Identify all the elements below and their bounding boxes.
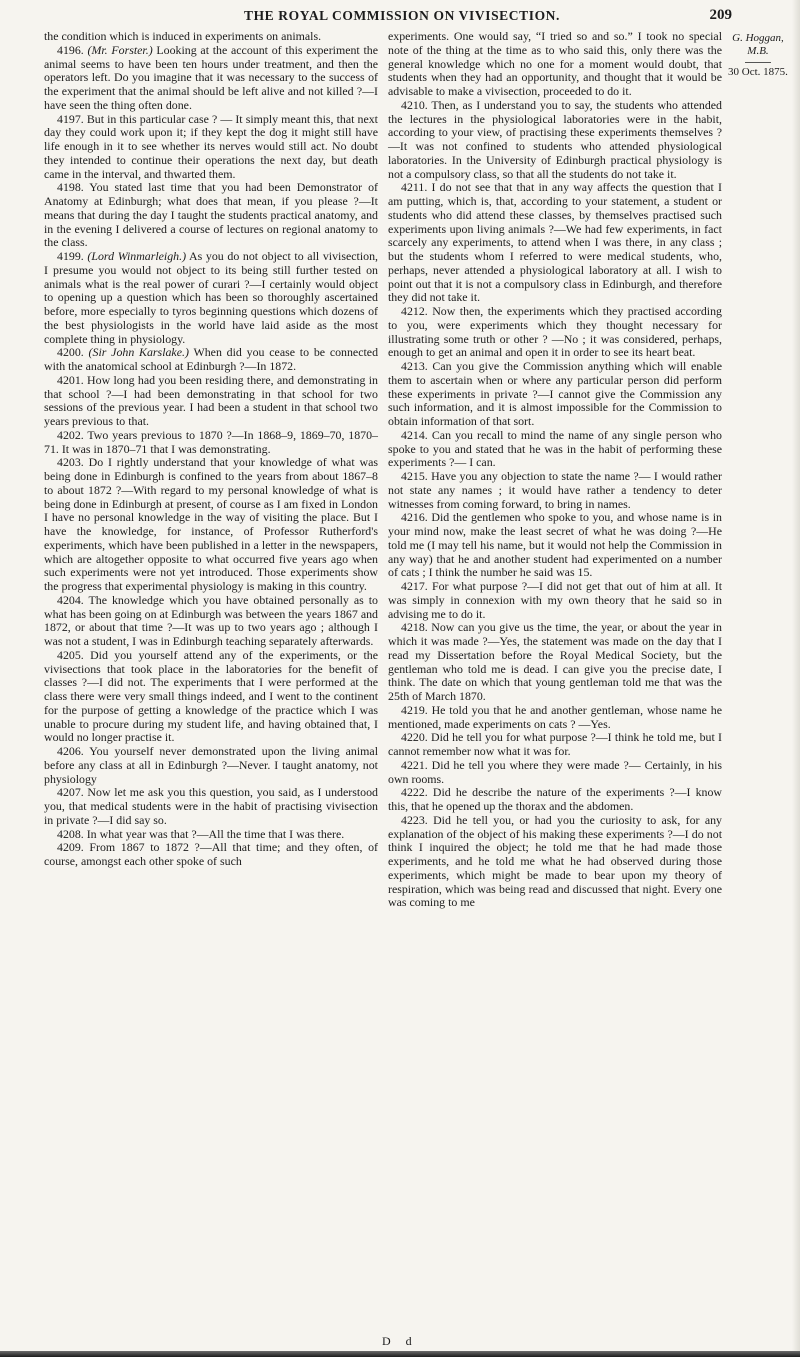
paragraph: 4222. Did he describe the nature of the experiments ?—I know this, that he opened up the thorax and the abdomen. — [388, 785, 722, 813]
paragraph: 4223. Did he tell you, or had you the curiosity to ask, for any explanation of the object of his making these experiments ?—I do not think I inquired the object; he told me that he had made those experiments, and he told me what he had observed during those experiments, which might be made to bear upon my theory of respiration, which was being read and discussed that night. Every one was coming to me — [388, 812, 722, 910]
signature-mark: D d — [382, 1334, 418, 1348]
paragraph: 4221. Did he tell you where they were made ?— Certainly, in his own rooms. — [388, 757, 722, 786]
paragraph: 4209. From 1867 to 1872 ?—All that time; and they often, of course, amongst each other spoke of such — [44, 840, 378, 868]
paragraph: 4220. Did he tell you for what purpose ?—I think he told me, but I cannot remember now what it was for. — [388, 730, 722, 758]
paragraph: 4199. (Lord Winmarleigh.) As you do not object to all vivisection, I presume you would not object to its being still further tested on animals what is the real power of curari ?—I certainly would object to opening up a question which has been so thoroughly ascertained before, more especially to tyros beginning questions which dozens of the best physiologists in the world have laid aside as the most complete thing in physiology. — [44, 249, 378, 346]
margin-divider — [745, 62, 771, 63]
margin-note — [728, 32, 788, 79]
paragraph: 4212. Now then, the experiments which they practised according to you, were experiments which they thought necessary for illustrating some truth or other ? —No ; it was considered, perhaps, enough to get an animal and open it in order to see its heart beat. — [388, 304, 722, 360]
paragraph: 4207. Now let me ask you this question, you said, as I understood you, that medical students were in the habit of practising vivisection in private ?—I did say so. — [44, 785, 378, 827]
sitting-date: 30 Oct. 1875. — [728, 66, 788, 78]
paragraph: 4202. Two years previous to 1870 ?—In 1868–9, 1869–70, 1870–71. It was in 1870–71 that I was demonstrating. — [44, 427, 378, 456]
page-edge-shadow — [792, 0, 800, 1357]
speaker-name: (Sir John Karslake.) — [88, 345, 189, 360]
bottom-page-edge — [0, 1351, 800, 1357]
paragraph: 4217. For what purpose ?—I did not get that out of him at all. It was simply in connexion with my own theory that he said so in advising me to do it. — [388, 579, 722, 621]
paragraph: 4197. But in this particular case ? — It simply meant this, that next day they could work upon it; if they kept the dog it might still have life enough in it to see whether its nerves would still act. No doubt they intended to continue their operations the next day, but death came in the interval, and thwarted them. — [44, 111, 378, 181]
paragraph: 4203. Do I rightly understand that your knowledge of what was being done in Edinburgh is confined to the years from about 1867–8 to about 1872 ?—With regard to my personal knowledge of what is being done in Edinburgh at present, of course as I am fixed in London I have no personal knowledge in the way of visiting the place. But I have the knowledge, for instance, of Professor Rutherford's experiments, which have been published in a letter in the newspapers, which are altogether opposite to what occurred five years ago when such experiments were not yet introduced. Those experiments show the progress that experimental physiology is making in this country. — [44, 455, 378, 593]
paragraph: 4219. He told you that he and another gentleman, whose name he mentioned, made experiments on cats ? —Yes. — [388, 702, 722, 731]
paragraph: 4211. I do not see that that in any way affects the question that I am putting, which is, that, according to your statement, a student or students who did attend these classes, by themselves practised such experiments upon living animals ?—We had few experiments, in fact scarcely any experiments, to attend when I was there, in any class ; but the students whom I referred to were medical students, who, perhaps, never attended a physiological laboratory at all. I wish to point out that it is not a compulsory class in Edinburgh, and therefore they did not take it. — [388, 180, 722, 305]
paragraph: 4201. How long had you been residing there, and demonstrating in that school ?—I had been demonstrating in that school for two sessions of the previous year. I had been a student in that school two years previous to that. — [44, 372, 378, 428]
paragraph: 4218. Now can you give us the time, the year, or about the year in which it was made ?—Yes, the statement was made on the day that I read my Dissertation before the Royal Medical Society, but the gentleman who told me is dead. I can give you the precise date, I think. The date on which that young gentleman told me that was the 25th of March 1870. — [388, 620, 722, 703]
right-column — [388, 30, 722, 910]
paragraph: 4196. (Mr. Forster.) Looking at the account of this experiment the animal seems to have been ten hours under treatment, and then the operators left. Do you imagine that it was necessary to the success of the experiment that the animal should be left alive and not killed ?—I have seen the thing often done. — [44, 42, 378, 112]
page-header — [44, 8, 760, 28]
paragraph: experiments. One would say, “I tried so and so.” I took no special note of the thing at the time as to who said this, only there was the general knowledge which no one for a moment would doubt, that students when they had an opportunity, and thought that it would be advisable to make a vivisection, proceeded to do it. — [388, 29, 722, 98]
paragraph: 4213. Can you give the Commission anything which will enable them to ascertain when or where any particular person did perform these experiments in private ?—I cannot give the Commission any such information, and it is almost impossible for the Commission to obtain information of that sort. — [388, 359, 722, 428]
speaker-name: (Mr. Forster.) — [87, 42, 153, 57]
paragraph: 4204. The knowledge which you have obtained personally as to what has been going on at Edinburgh was between the years 1867 and 1872, or about that time ?—It was up to two years ago ; although I was not a student, I was in Edinburgh teaching separately afterwards. — [44, 592, 378, 648]
paragraph: 4205. Did you yourself attend any of the experiments, or the vivisections that took place in the laboratories for the benefit of classes ?—I did not. The experiments that I were performed at the class there were very small things indeed, and I went to the continent for the purpose of getting a knowledge of the practice which I was unable to procure during my student life, and having obtained that, I would no longer practise it. — [44, 647, 378, 745]
paragraph: 4200. (Sir John Karslake.) When did you cease to be connected with the anatomical school at Edinburgh ?—In 1872. — [44, 345, 379, 373]
paragraph: 4215. Have you any objection to state the name ?— I would rather not state any names ; it would have rather a tendency to deter witnesses from coming forward, to bring in names. — [388, 469, 722, 511]
paragraph: the condition which is induced in experiments on animals. — [44, 29, 322, 43]
paragraph: 4208. In what year was that ?—All the time that I was there. — [57, 826, 345, 841]
speaker-name: (Lord Winmarleigh.) — [87, 249, 187, 263]
paragraph: 4206. You yourself never demonstrated upon the living animal before any class at all in Edinburgh ?—Never. I taught anatomy, not physiology — [44, 744, 378, 786]
running-title: THE ROYAL COMMISSION ON VIVISECTION. — [243, 8, 561, 23]
paragraph: 4210. Then, as I understand you to say, the students who attended the lectures in the physiological laboratories were in the habit, according to your view, of practising these experiments themselves ?—It was not confined to students who attended physiological laboratories. In the University of Edinburgh practical physiology is not a compulsory class, so that all the students do not take it. — [388, 97, 722, 181]
paragraph: 4214. Can you recall to mind the name of any single person who spoke to you and stated that he was in the habit of performing these experiments ?— I can. — [388, 427, 722, 470]
witness-name: G. Hoggan, M.B. — [732, 32, 784, 57]
paragraph: 4216. Did the gentlemen who spoke to you, and whose name is in your mind now, make the least secret of what he was doing ?—He told me (I may tell his name, but it would not help the Commission in any way) that he and another student had experimented on a number of cats ; I think the number he said was 15. — [388, 510, 722, 580]
left-column — [44, 30, 378, 869]
page-number: 209 — [709, 7, 732, 23]
paragraph: 4198. You stated last time that you had been Demonstrator of Anatomy at Edinburgh; what does that mean, if you please ?—It means that during the day I taught the students practical anatomy, and in the evening I delivered a course of lectures on regional anatomy to the class. — [44, 180, 378, 250]
